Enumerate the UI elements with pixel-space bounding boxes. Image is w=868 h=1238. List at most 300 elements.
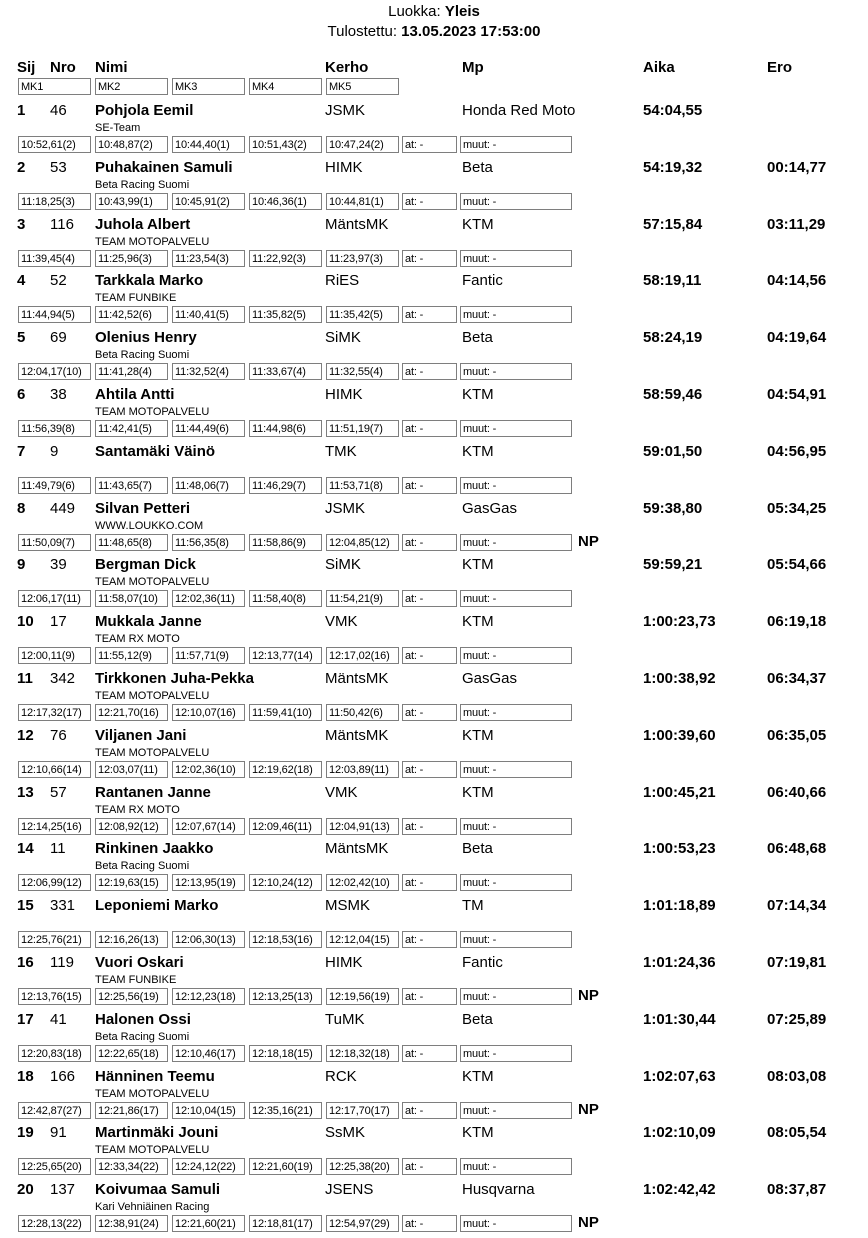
time-gap-cell: 00:14,77 — [767, 158, 827, 176]
table-row — [0, 102, 868, 159]
bike-brand-cell: Beta — [462, 840, 493, 858]
bib-number-cell: 342 — [50, 670, 76, 687]
time-gap-cell: 06:48,68 — [767, 840, 827, 858]
club-cell: HIMK — [325, 954, 363, 971]
mk4-time-box: 11:22,92(3) — [249, 250, 322, 267]
at-box: at: - — [402, 477, 457, 494]
mk2-time-box: 12:25,56(19) — [95, 988, 168, 1005]
team-name: TEAM FUNBIKE — [95, 974, 177, 986]
mk5-time-box: 11:35,42(5) — [326, 306, 399, 323]
position-cell: 4 — [17, 272, 26, 290]
table-row — [0, 727, 868, 784]
mk1-time-box: 11:56,39(8) — [18, 420, 91, 437]
mk4-time-box: 11:44,98(6) — [249, 420, 322, 437]
table-row — [0, 159, 868, 216]
table-row — [0, 500, 868, 557]
bike-brand-cell: KTM — [462, 783, 494, 801]
mk5-time-box: 11:51,19(7) — [326, 420, 399, 437]
time-gap-cell: 04:19,64 — [767, 329, 827, 347]
mk3-time-box: 11:57,71(9) — [172, 647, 245, 664]
mk1-time-box: 12:06,17(11) — [18, 590, 91, 607]
team-name: TEAM MOTOPALVELU — [95, 1087, 210, 1100]
bike-brand-cell: Beta — [462, 158, 493, 176]
mk5-time-box: 12:04,85(12) — [326, 534, 399, 551]
at-box: at: - — [402, 193, 457, 210]
position-cell: 5 — [17, 329, 26, 347]
club-cell: TuMK — [325, 1010, 365, 1028]
team-name: Beta Racing Suomi — [95, 860, 190, 873]
muut-box: muut: - — [460, 306, 572, 323]
mk4-time-box: 12:21,60(19) — [249, 1158, 322, 1175]
np-flag: NP — [578, 1100, 599, 1118]
rider-name: Puhakainen Samuli — [95, 158, 233, 176]
muut-box: muut: - — [460, 590, 572, 607]
bike-brand-cell: KTM — [462, 1124, 494, 1142]
position-cell: 8 — [17, 499, 26, 517]
mk2-time-box: 12:22,65(18) — [95, 1045, 168, 1062]
club-cell: MäntsMK — [325, 726, 389, 744]
bib-number-cell: 69 — [50, 329, 67, 347]
club-cell: HIMK — [325, 386, 363, 403]
club-cell: VMK — [325, 783, 358, 801]
rider-name: Olenius Henry — [95, 329, 197, 347]
mk2-time-box: 11:58,07(10) — [95, 590, 168, 607]
rider-name: Vuori Oskari — [95, 954, 184, 971]
mk5-time-box: 12:04,91(13) — [326, 818, 399, 835]
mk1-time-box: 11:18,25(3) — [18, 193, 91, 210]
bib-number-cell: 331 — [50, 897, 76, 915]
mk2-time-box: 12:21,70(16) — [95, 704, 168, 721]
rider-name: Bergman Dick — [95, 556, 196, 574]
bike-brand-cell: KTM — [462, 442, 494, 460]
bike-brand-cell: GasGas — [462, 670, 518, 687]
team-name: Kari Vehniäinen Racing — [95, 1201, 210, 1214]
mk5-time-box: 11:54,21(9) — [326, 590, 399, 607]
bib-number-cell: 38 — [50, 386, 67, 403]
bib-number-cell: 17 — [50, 613, 67, 631]
mk4-time-box: 10:51,43(2) — [249, 136, 322, 153]
muut-box: muut: - — [460, 647, 572, 664]
muut-box: muut: - — [460, 988, 572, 1005]
total-time-cell: 1:02:42,42 — [643, 1181, 716, 1199]
club-cell: MäntsMK — [325, 670, 389, 687]
mk3-time-box: 12:21,60(21) — [172, 1215, 245, 1232]
mk2-time-box: 12:21,86(17) — [95, 1102, 168, 1119]
mk1-time-box: 12:00,11(9) — [18, 647, 91, 664]
mk1-time-box: 12:14,25(16) — [18, 818, 91, 835]
muut-box: muut: - — [460, 250, 572, 267]
mk4-time-box: 10:46,36(1) — [249, 193, 322, 210]
rider-name: Ahtila Antti — [95, 386, 175, 403]
at-box: at: - — [402, 420, 457, 437]
np-flag: NP — [578, 987, 599, 1004]
table-row — [0, 1124, 868, 1181]
position-cell: 12 — [17, 726, 34, 744]
mk1-time-box: 12:06,99(12) — [18, 874, 91, 891]
total-time-cell: 54:04,55 — [643, 102, 703, 119]
column-header-nro: Nro — [50, 59, 76, 76]
at-box: at: - — [402, 306, 457, 323]
mk2-header-box: MK2 — [95, 78, 168, 95]
position-cell: 17 — [17, 1010, 34, 1028]
time-gap-cell: 05:34,25 — [767, 499, 827, 517]
mk2-time-box: 11:41,28(4) — [95, 363, 168, 380]
mk-header-row — [0, 78, 868, 95]
mk5-time-box: 12:12,04(15) — [326, 931, 399, 948]
club-cell: VMK — [325, 613, 358, 631]
total-time-cell: 1:01:24,36 — [643, 954, 716, 971]
mk3-time-box: 12:07,67(14) — [172, 818, 245, 835]
column-header-nimi: Nimi — [95, 59, 128, 76]
mk4-time-box: 12:13,77(14) — [249, 647, 322, 664]
rider-name: Leponiemi Marko — [95, 897, 219, 915]
team-name: TEAM MOTOPALVELU — [95, 406, 210, 418]
time-gap-cell: 07:25,89 — [767, 1010, 827, 1028]
at-box: at: - — [402, 874, 457, 891]
table-row — [0, 216, 868, 273]
mk4-time-box: 12:09,46(11) — [249, 818, 322, 835]
mk5-header-box: MK5 — [326, 78, 399, 95]
mk3-time-box: 12:10,07(16) — [172, 704, 245, 721]
muut-box: muut: - — [460, 818, 572, 835]
table-row — [0, 443, 868, 500]
club-cell: HIMK — [325, 158, 363, 176]
rider-name: Martinmäki Jouni — [95, 1124, 219, 1142]
mk1-time-box: 12:13,76(15) — [18, 988, 91, 1005]
table-row — [0, 670, 868, 727]
mk5-time-box: 12:17,70(17) — [326, 1102, 399, 1119]
column-header-ero: Ero — [767, 59, 793, 76]
table-row — [0, 272, 868, 329]
position-cell: 2 — [17, 158, 26, 176]
table-row — [0, 840, 868, 897]
club-cell: TMK — [325, 442, 357, 460]
bike-brand-cell: Fantic — [462, 954, 503, 971]
time-gap-cell: 06:40,66 — [767, 783, 827, 801]
muut-box: muut: - — [460, 363, 572, 380]
total-time-cell: 57:15,84 — [643, 215, 703, 233]
position-cell: 11 — [17, 670, 33, 687]
total-time-cell: 1:00:53,23 — [643, 840, 716, 858]
at-box: at: - — [402, 1045, 457, 1062]
muut-box: muut: - — [460, 1102, 572, 1119]
team-name: TEAM MOTOPALVELU — [95, 1144, 210, 1157]
time-gap-cell: 03:11,29 — [767, 215, 826, 233]
table-row — [0, 784, 868, 841]
class-value: Yleis — [444, 3, 480, 20]
bike-brand-cell: KTM — [462, 1067, 494, 1085]
position-cell: 14 — [17, 840, 34, 858]
rider-name: Juhola Albert — [95, 215, 191, 233]
bib-number-cell: 52 — [50, 272, 67, 290]
muut-box: muut: - — [460, 136, 572, 153]
total-time-cell: 1:01:18,89 — [643, 897, 716, 915]
total-time-cell: 59:01,50 — [643, 442, 703, 460]
at-box: at: - — [402, 931, 457, 948]
team-name: TEAM RX MOTO — [95, 633, 180, 646]
mk5-time-box: 12:17,02(16) — [326, 647, 399, 664]
bib-number-cell: 119 — [50, 954, 74, 971]
printed-label: Tulostettu: — [327, 23, 397, 40]
time-gap-cell: 07:19,81 — [767, 954, 827, 971]
position-cell: 16 — [17, 954, 34, 971]
team-name: TEAM RX MOTO — [95, 803, 180, 816]
mk4-time-box: 11:46,29(7) — [249, 477, 322, 494]
mk1-time-box: 11:50,09(7) — [18, 534, 91, 551]
bib-number-cell: 116 — [50, 215, 74, 233]
team-name: TEAM MOTOPALVELU — [95, 746, 210, 759]
club-cell: RiES — [325, 272, 360, 290]
mk5-time-box: 12:18,32(18) — [326, 1045, 399, 1062]
mk3-time-box: 12:10,46(17) — [172, 1045, 245, 1062]
column-header-aika: Aika — [643, 59, 675, 76]
mk4-time-box: 12:18,53(16) — [249, 931, 322, 948]
team-name: TEAM MOTOPALVELU — [95, 576, 210, 589]
table-row — [0, 1011, 868, 1068]
mk4-time-box: 12:13,25(13) — [249, 988, 322, 1005]
position-cell: 13 — [17, 783, 34, 801]
mk2-time-box: 11:43,65(7) — [95, 477, 168, 494]
mk2-time-box: 12:33,34(22) — [95, 1158, 168, 1175]
total-time-cell: 59:59,21 — [643, 556, 703, 574]
bike-brand-cell: KTM — [462, 386, 494, 403]
table-row — [0, 613, 868, 670]
bib-number-cell: 449 — [50, 499, 76, 517]
class-line — [0, 3, 868, 20]
mk2-time-box: 11:42,52(6) — [95, 306, 168, 323]
mk4-time-box: 11:58,40(8) — [249, 590, 322, 607]
mk1-time-box: 11:39,45(4) — [18, 250, 91, 267]
mk4-time-box: 12:18,81(17) — [249, 1215, 322, 1232]
bike-brand-cell: Honda Red Moto — [462, 102, 576, 119]
club-cell: SsMK — [325, 1124, 366, 1142]
rider-name: Mukkala Janne — [95, 613, 202, 631]
mk3-time-box: 11:44,49(6) — [172, 420, 245, 437]
total-time-cell: 1:02:10,09 — [643, 1124, 716, 1142]
position-cell: 1 — [17, 102, 26, 119]
bike-brand-cell: TM — [462, 897, 484, 915]
mk3-time-box: 11:40,41(5) — [172, 306, 245, 323]
mk1-time-box: 11:49,79(6) — [18, 477, 91, 494]
mk4-time-box: 12:19,62(18) — [249, 761, 322, 778]
mk4-time-box: 12:10,24(12) — [249, 874, 322, 891]
position-cell: 9 — [17, 556, 26, 574]
class-label: Luokka: — [388, 3, 441, 20]
time-gap-cell: 06:34,37 — [767, 670, 827, 687]
bib-number-cell: 166 — [50, 1067, 76, 1085]
at-box: at: - — [402, 363, 457, 380]
mk3-time-box: 10:45,91(2) — [172, 193, 245, 210]
mk3-time-box: 12:24,12(22) — [172, 1158, 245, 1175]
team-name: TEAM MOTOPALVELU — [95, 235, 210, 248]
muut-box: muut: - — [460, 704, 572, 721]
total-time-cell: 54:19,32 — [643, 158, 703, 176]
total-time-cell: 1:00:38,92 — [643, 670, 716, 687]
bib-number-cell: 41 — [50, 1010, 67, 1028]
team-name: Beta Racing Suomi — [95, 349, 190, 362]
mk3-header-box: MK3 — [172, 78, 245, 95]
at-box: at: - — [402, 1215, 457, 1232]
at-box: at: - — [402, 136, 457, 153]
at-box: at: - — [402, 647, 457, 664]
at-box: at: - — [402, 761, 457, 778]
bike-brand-cell: Beta — [462, 329, 493, 347]
time-gap-cell: 04:14,56 — [767, 272, 827, 290]
table-row — [0, 1181, 868, 1238]
mk5-time-box: 11:23,97(3) — [326, 250, 399, 267]
mk2-time-box: 12:19,63(15) — [95, 874, 168, 891]
total-time-cell: 1:00:23,73 — [643, 613, 716, 631]
column-header-sij: Sij — [17, 59, 36, 76]
column-header-kerho: Kerho — [325, 59, 369, 76]
position-cell: 20 — [17, 1181, 34, 1199]
rider-name: Silvan Petteri — [95, 499, 191, 517]
mk4-time-box: 11:33,67(4) — [249, 363, 322, 380]
muut-box: muut: - — [460, 193, 572, 210]
mk5-time-box: 11:50,42(6) — [326, 704, 399, 721]
total-time-cell: 58:19,11 — [643, 272, 702, 290]
table-row — [0, 556, 868, 613]
position-cell: 19 — [17, 1124, 34, 1142]
at-box: at: - — [402, 988, 457, 1005]
mk3-time-box: 12:10,04(15) — [172, 1102, 245, 1119]
mk4-time-box: 12:18,18(15) — [249, 1045, 322, 1062]
mk2-time-box: 11:42,41(5) — [95, 420, 168, 437]
club-cell: RCK — [325, 1067, 357, 1085]
mk5-time-box: 11:53,71(8) — [326, 477, 399, 494]
position-cell: 10 — [17, 613, 34, 631]
bib-number-cell: 57 — [50, 783, 67, 801]
rider-name: Rinkinen Jaakko — [95, 840, 214, 858]
total-time-cell: 1:02:07,63 — [643, 1067, 716, 1085]
table-row — [0, 329, 868, 386]
rider-name: Viljanen Jani — [95, 726, 187, 744]
time-gap-cell: 08:05,54 — [767, 1124, 827, 1142]
mk2-time-box: 11:48,65(8) — [95, 534, 168, 551]
printed-value: 13.05.2023 17:53:00 — [401, 23, 541, 40]
rider-name: Hänninen Teemu — [95, 1067, 215, 1085]
mk3-time-box: 11:23,54(3) — [172, 250, 245, 267]
at-box: at: - — [402, 1158, 457, 1175]
mk4-time-box: 12:35,16(21) — [249, 1102, 322, 1119]
club-cell: JSMK — [325, 499, 366, 517]
mk1-time-box: 12:04,17(10) — [18, 363, 91, 380]
mk5-time-box: 12:25,38(20) — [326, 1158, 399, 1175]
printed-line — [0, 23, 868, 40]
np-flag: NP — [578, 532, 599, 550]
team-name: TEAM MOTOPALVELU — [95, 690, 210, 702]
at-box: at: - — [402, 1102, 457, 1119]
bib-number-cell: 9 — [50, 442, 59, 460]
mk1-time-box: 12:10,66(14) — [18, 761, 91, 778]
mk3-time-box: 11:56,35(8) — [172, 534, 245, 551]
mk3-time-box: 11:32,52(4) — [172, 363, 245, 380]
bib-number-cell: 11 — [50, 840, 66, 858]
club-cell: SiMK — [325, 556, 361, 574]
muut-box: muut: - — [460, 420, 572, 437]
mk2-time-box: 12:03,07(11) — [95, 761, 168, 778]
position-cell: 18 — [17, 1067, 34, 1085]
mk4-time-box: 11:59,41(10) — [249, 704, 322, 721]
mk1-header-box: MK1 — [18, 78, 91, 95]
muut-box: muut: - — [460, 1215, 572, 1232]
mk1-time-box: 12:25,65(20) — [18, 1158, 91, 1175]
club-cell: JSENS — [325, 1181, 374, 1199]
team-name: Beta Racing Suomi — [95, 178, 190, 191]
mk3-time-box: 12:12,23(18) — [172, 988, 245, 1005]
club-cell: SiMK — [325, 329, 361, 347]
bike-brand-cell: Fantic — [462, 272, 503, 290]
at-box: at: - — [402, 534, 457, 551]
np-flag: NP — [578, 1214, 599, 1232]
time-gap-cell: 04:56,95 — [767, 442, 827, 460]
mk1-time-box: 12:28,13(22) — [18, 1215, 91, 1232]
mk5-time-box: 10:44,81(1) — [326, 193, 399, 210]
total-time-cell: 1:00:39,60 — [643, 726, 716, 744]
time-gap-cell: 08:37,87 — [767, 1181, 827, 1199]
mk5-time-box: 12:03,89(11) — [326, 761, 399, 778]
total-time-cell: 1:01:30,44 — [643, 1010, 716, 1028]
mk5-time-box: 10:47,24(2) — [326, 136, 399, 153]
muut-box: muut: - — [460, 1158, 572, 1175]
time-gap-cell: 06:19,18 — [767, 613, 827, 631]
mk4-header-box: MK4 — [249, 78, 322, 95]
mk3-time-box: 12:13,95(19) — [172, 874, 245, 891]
position-cell: 7 — [17, 442, 26, 460]
total-time-cell: 59:38,80 — [643, 499, 703, 517]
bike-brand-cell: Beta — [462, 1010, 493, 1028]
position-cell: 15 — [17, 897, 34, 915]
time-gap-cell: 06:35,05 — [767, 726, 827, 744]
team-name: Beta Racing Suomi — [95, 1030, 190, 1043]
mk2-time-box: 12:16,26(13) — [95, 931, 168, 948]
bib-number-cell: 39 — [50, 556, 67, 574]
mk1-time-box: 12:20,83(18) — [18, 1045, 91, 1062]
time-gap-cell: 07:14,34 — [767, 897, 827, 915]
mk3-time-box: 12:06,30(13) — [172, 931, 245, 948]
time-gap-cell: 05:54,66 — [767, 556, 827, 574]
mk1-time-box: 12:25,76(21) — [18, 931, 91, 948]
at-box: at: - — [402, 818, 457, 835]
bib-number-cell: 53 — [50, 158, 67, 176]
club-cell: MäntsMK — [325, 840, 389, 858]
team-name: TEAM FUNBIKE — [95, 292, 177, 305]
muut-box: muut: - — [460, 534, 572, 551]
mk5-time-box: 11:32,55(4) — [326, 363, 399, 380]
mk5-time-box: 12:54,97(29) — [326, 1215, 399, 1232]
rider-name: Rantanen Janne — [95, 783, 211, 801]
muut-box: muut: - — [460, 761, 572, 778]
mk3-time-box: 12:02,36(10) — [172, 761, 245, 778]
bike-brand-cell: KTM — [462, 556, 494, 574]
mk5-time-box: 12:02,42(10) — [326, 874, 399, 891]
rider-name: Halonen Ossi — [95, 1010, 191, 1028]
mk2-time-box: 12:38,91(24) — [95, 1215, 168, 1232]
at-box: at: - — [402, 590, 457, 607]
mk4-time-box: 11:58,86(9) — [249, 534, 322, 551]
bike-brand-cell: GasGas — [462, 499, 518, 517]
total-time-cell: 58:59,46 — [643, 386, 703, 403]
at-box: at: - — [402, 250, 457, 267]
club-cell: JSMK — [325, 102, 366, 119]
total-time-cell: 1:00:45,21 — [643, 783, 716, 801]
mk2-time-box: 10:43,99(1) — [95, 193, 168, 210]
mk4-time-box: 11:35,82(5) — [249, 306, 322, 323]
mk3-time-box: 12:02,36(11) — [172, 590, 245, 607]
bib-number-cell: 46 — [50, 102, 67, 119]
table-row — [0, 386, 868, 443]
column-header-mp: Mp — [462, 59, 484, 76]
